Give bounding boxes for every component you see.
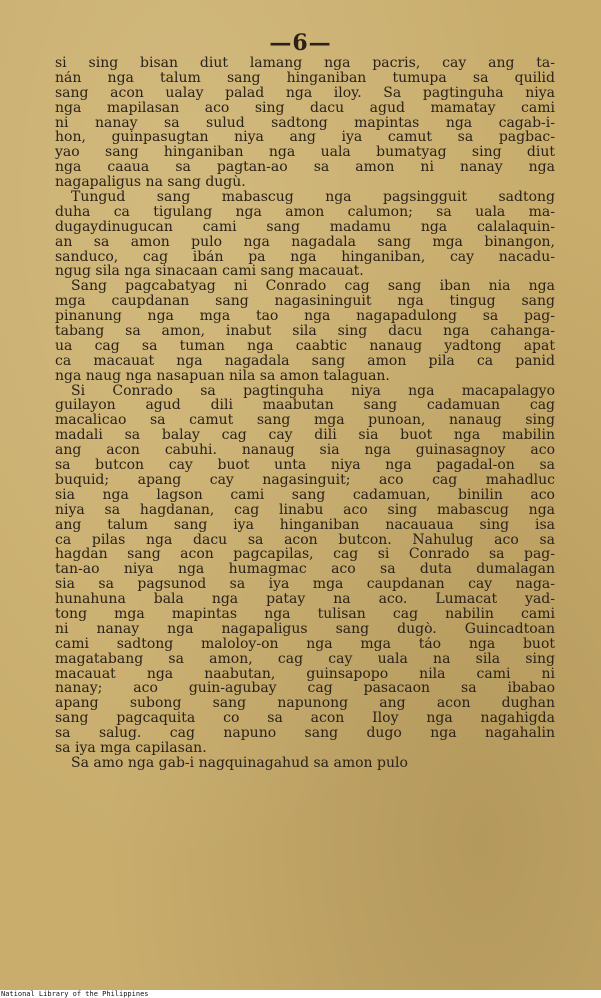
text-line: yao sang hinganiban nga uala bumatyag sing diut: [55, 145, 555, 161]
text-line: ca macauat nga nagadala sang amon pila ca panid: [55, 353, 555, 369]
text-line: dugaydinugucan cami sang madamu nga calalaquin-: [55, 219, 555, 235]
page-number: —6—: [269, 30, 332, 56]
text-line: hon, guinpasugtan niya ang iya camut sa pagbac-: [55, 130, 555, 146]
text-line: sia sa pagsunod sa iya mga caupdanan cay naga-: [55, 577, 555, 593]
text-line: ni nanay nga nagapaligus sang dugò. Guincadtoan: [55, 621, 555, 637]
text-line: sa butcon cay buot unta niya nga pagadal-on sa: [55, 458, 555, 473]
text-line: Tungud sang mabascug nga pagsingguit sadtong: [71, 190, 555, 205]
body-text: [55, 56, 555, 771]
text-line: ua cag sa tuman nga caabtic nanaug yadtong apat: [55, 338, 555, 354]
text-line: sia nga lagson cami sang cadamuan, binilin aco: [55, 487, 555, 503]
text-line: hunahuna bala nga patay na aco. Lumacat yad-: [55, 592, 555, 607]
text-line: si sing bisan diut lamang nga pacris, cay ang ta-: [55, 56, 555, 71]
text-line: macauat nga naabutan, guinsapopo nila cami ni: [55, 666, 555, 682]
text-line: macalicao sa camut sang mga punoan, nanaug sing: [55, 413, 555, 429]
text-line: nán nga talum sang hinganiban tumupa sa quilid: [55, 70, 555, 86]
text-line: niya sa hagdanan, cag linabu aco sing mabascug nga: [55, 502, 555, 518]
text-line: cami sadtong maloloy-on nga mga táo nga buot: [55, 636, 555, 652]
footer-credit: National Library of the Philippines: [1, 990, 149, 998]
text-line: sa iya mga capilasan.: [55, 740, 207, 756]
text-line: mga caupdanan sang nagasininguit nga tingug sang: [55, 294, 555, 310]
text-line: ang talum sang iya hinganiban nacauaua sing isa: [55, 517, 555, 533]
text-line: Sang pagcabatyag ni Conrado cag sang iban nia nga: [71, 279, 555, 295]
text-line: hagdan sang acon pagcapilas, cag si Conrado sa pag-: [55, 547, 555, 563]
text-line: tong mga mapintas nga tulisan cag nabilin cami: [55, 606, 555, 622]
text-line: guilayon agud dili maabutan sang cadamuan cag: [55, 398, 555, 414]
text-line: nagapaligus na sang dugù.: [55, 175, 246, 191]
text-line: nga naug nga nasapuan nila sa amon talaguan.: [55, 368, 390, 384]
text-line: apang subong sang napunong ang acon dughan: [55, 696, 555, 712]
text-line: nga caaua sa pagtan-ao sa amon ni nanay nga: [55, 160, 555, 176]
text-line: madali sa balay cag cay dili sia buot nga mabilin: [55, 428, 555, 444]
text-line: Sa amo nga gab-i nagquinagahud sa amon pulo: [71, 755, 408, 771]
text-line: ca pilas nga dacu sa acon butcon. Nahulug aco sa: [55, 532, 555, 548]
text-line: nga mapilasan aco sing dacu agud mamatay cami: [55, 100, 555, 116]
text-line: ngug sila nga sinacaan cami sang macauat.: [55, 264, 364, 280]
text-line: tan-ao niya nga humagmac aco sa duta dumalagan: [55, 562, 555, 578]
text-line: sang acon ualay palad nga iloy. Sa pagtinguha niya: [55, 85, 555, 101]
text-line: sa salug. cag napuno sang dugo nga nagahalin: [55, 726, 555, 741]
text-line: duha ca tigulang nga amon calumon; sa uala ma-: [55, 204, 555, 220]
text-line: an sa amon pulo nga nagadala sang mga binangon,: [55, 234, 555, 250]
text-line: ang acon cabuhi. nanaug sia nga guinasagnoy aco: [55, 443, 555, 459]
text-line: magatabang sa amon, cag cay uala na sila sing: [55, 651, 555, 667]
text-line: tabang sa amon, inabut sila sing dacu nga cahanga-: [55, 324, 555, 339]
text-line: ni nanay sa sulud sadtong mapintas nga cagab-i-: [55, 115, 555, 131]
footer-bar: [0, 990, 601, 998]
text-line: sang pagcaquita co sa acon Iloy nga nagahigda: [55, 711, 555, 727]
text-line: nanay; aco guin-agubay cag pasacaon sa ibabao: [55, 681, 555, 697]
text-line: buquid; apang cay nagasinguit; aco cag mahadluc: [55, 472, 555, 488]
text-line: pinanung nga mga tao nga nagapadulong sa pag-: [55, 309, 555, 325]
text-line: sanduco, cag ibán pa nga hinganiban, cay nacadu-: [55, 249, 555, 265]
text-line: Si Conrado sa pagtinguha niya nga macapalagyo: [71, 383, 555, 399]
